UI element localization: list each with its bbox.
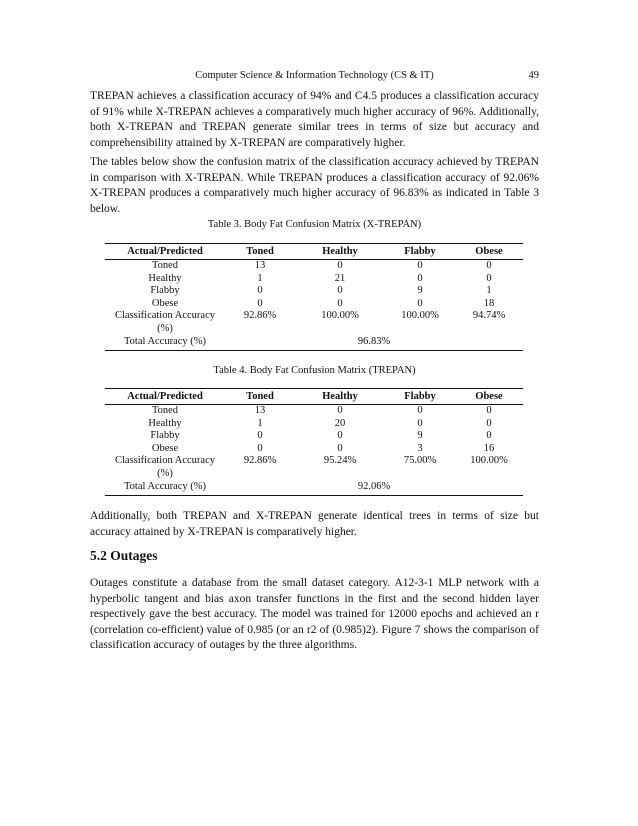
table-row [105, 430, 523, 443]
table-cell: 0 [337, 285, 343, 297]
header-cell: Flabby [385, 389, 455, 405]
table-cell: 100.00% [470, 455, 508, 467]
table-4-caption: Table 4. Body Fat Confusion Matrix (TREPAN) [213, 365, 416, 376]
table-row [105, 273, 523, 286]
table-cell: 9 [417, 285, 423, 297]
table-cell: 3 [417, 442, 423, 454]
header-cell: Toned [225, 389, 295, 405]
row-label [105, 310, 225, 335]
row-label [105, 455, 225, 480]
table-cell: 1 [257, 417, 263, 429]
table-cell: 0 [257, 297, 263, 309]
table-cell: 0 [337, 442, 343, 454]
table-cell: 0 [417, 417, 423, 429]
header-cell: Flabby [385, 244, 455, 260]
table-cell: 9 [417, 430, 423, 442]
table-row [105, 298, 523, 311]
table-cell: 92.86% [243, 455, 277, 467]
header-cell: Toned [225, 244, 295, 260]
table-cell: 0 [257, 430, 263, 442]
row-label: Flabby [150, 430, 180, 442]
table-cell: 100.00% [401, 310, 439, 322]
table-cell: 0 [417, 297, 423, 309]
row-label: Obese [151, 297, 179, 309]
paragraph-3: Additionally, both TREPAN and X-TREPAN generate identical trees in terms of size but accuracy attained by X-TREPAN is comparatively higher. [90, 510, 539, 538]
table-cell: 100.00% [321, 310, 359, 322]
classification-accuracy-row [105, 310, 523, 335]
row-label: Total Accuracy (%) [105, 336, 225, 351]
table-cell: 13 [254, 405, 266, 416]
table-cell: 95.24% [323, 455, 357, 467]
row-label-unit: (%) [157, 322, 173, 334]
table-cell: 21 [334, 272, 346, 284]
table-cell: 0 [486, 430, 492, 442]
table-cell: 18 [483, 297, 495, 309]
total-accuracy-row [105, 336, 523, 351]
table-cell: 0 [417, 272, 423, 284]
table-cell: 0 [337, 430, 343, 442]
row-label: Toned [151, 260, 179, 271]
table-3-caption: Table 3. Body Fat Confusion Matrix (X-TREPAN) [207, 219, 422, 230]
table-cell: 0 [486, 272, 492, 284]
row-label: Healthy [148, 417, 182, 429]
section-heading: 5.2 Outages [90, 548, 158, 563]
row-label-unit: (%) [157, 467, 173, 479]
total-accuracy-value: 92.06% [225, 481, 523, 496]
row-label-line: Classification Accuracy [114, 455, 215, 467]
header-cell: Actual/Predicted [105, 389, 225, 405]
row-label: Healthy [148, 272, 182, 284]
table-row [105, 418, 523, 431]
table-header-row [105, 389, 523, 405]
header-cell: Actual/Predicted [105, 244, 225, 260]
table-cell: 0 [417, 260, 423, 271]
paragraph-1: TREPAN achieves a classification accuracy of 94% and C4.5 produces a classification accuracy of 91% while X-TREPAN achieves a comparatively much higher accuracy of 96%. Additionally, both X-TREPAN and TREPAN generate similar trees in terms of size but accuracy and comprehensibility attained by X-TREPAN are comparatively higher. [90, 90, 539, 149]
row-label: Toned [151, 405, 179, 416]
table-cell: 92.86% [243, 310, 277, 322]
row-label: Flabby [150, 285, 180, 297]
paragraph-2: The tables below show the confusion matrix of the classification accuracy achieved by TREPAN in comparison with X-TREPAN. While TREPAN produces a classification accuracy of 92.06% X-TREPAN produces a comparatively much higher accuracy of 96.83% as indicated in Table 3 below. [90, 156, 539, 215]
classification-accuracy-row [105, 455, 523, 480]
table-cell: 20 [334, 417, 346, 429]
table-cell: 0 [337, 405, 343, 416]
table-cell: 0 [257, 442, 263, 454]
table-cell: 0 [337, 297, 343, 309]
table-4 [105, 388, 523, 496]
table-3 [105, 243, 523, 351]
page-number: 49 [528, 70, 539, 81]
header-cell: Healthy [295, 244, 385, 260]
header-cell: Obese [455, 389, 523, 405]
row-label-line: Classification Accuracy [114, 310, 215, 322]
table-cell: 75.00% [403, 455, 437, 467]
table-cell: 0 [486, 417, 492, 429]
table-cell: 0 [486, 405, 492, 416]
table-header-row [105, 244, 523, 260]
row-label: Obese [151, 442, 179, 454]
table-row [105, 285, 523, 298]
table-row [105, 443, 523, 456]
row-label: Total Accuracy (%) [105, 481, 225, 496]
table-cell: 0 [486, 260, 492, 271]
table-cell: 13 [254, 260, 266, 271]
table-cell: 1 [486, 285, 492, 297]
table-cell: 0 [337, 260, 343, 271]
header-cell: Obese [455, 244, 523, 260]
table-row [105, 405, 523, 418]
table-cell: 0 [257, 285, 263, 297]
paragraph-4: Outages constitute a database from the small dataset category. A12-3-1 MLP network with a hyperbolic tangent and bias axon transfer functions in the first and the second hidden layer respectively gave the best accuracy. The model was trained for 12000 epochs and achieved an r (correlation co-efficient) value of 0.985 (or an r2 of (0.985)2). Figure 7 shows the comparison of classification accuracy of outages by the three algorithms. [90, 577, 539, 652]
table-cell: 0 [417, 405, 423, 416]
total-accuracy-value: 96.83% [225, 336, 523, 351]
table-cell: 94.74% [472, 310, 506, 322]
header-cell: Healthy [295, 389, 385, 405]
running-title: Computer Science & Information Technology (CS & IT) [195, 70, 434, 81]
table-row [105, 260, 523, 273]
table-cell: 1 [257, 272, 263, 284]
table-cell: 16 [483, 442, 495, 454]
total-accuracy-row [105, 481, 523, 496]
